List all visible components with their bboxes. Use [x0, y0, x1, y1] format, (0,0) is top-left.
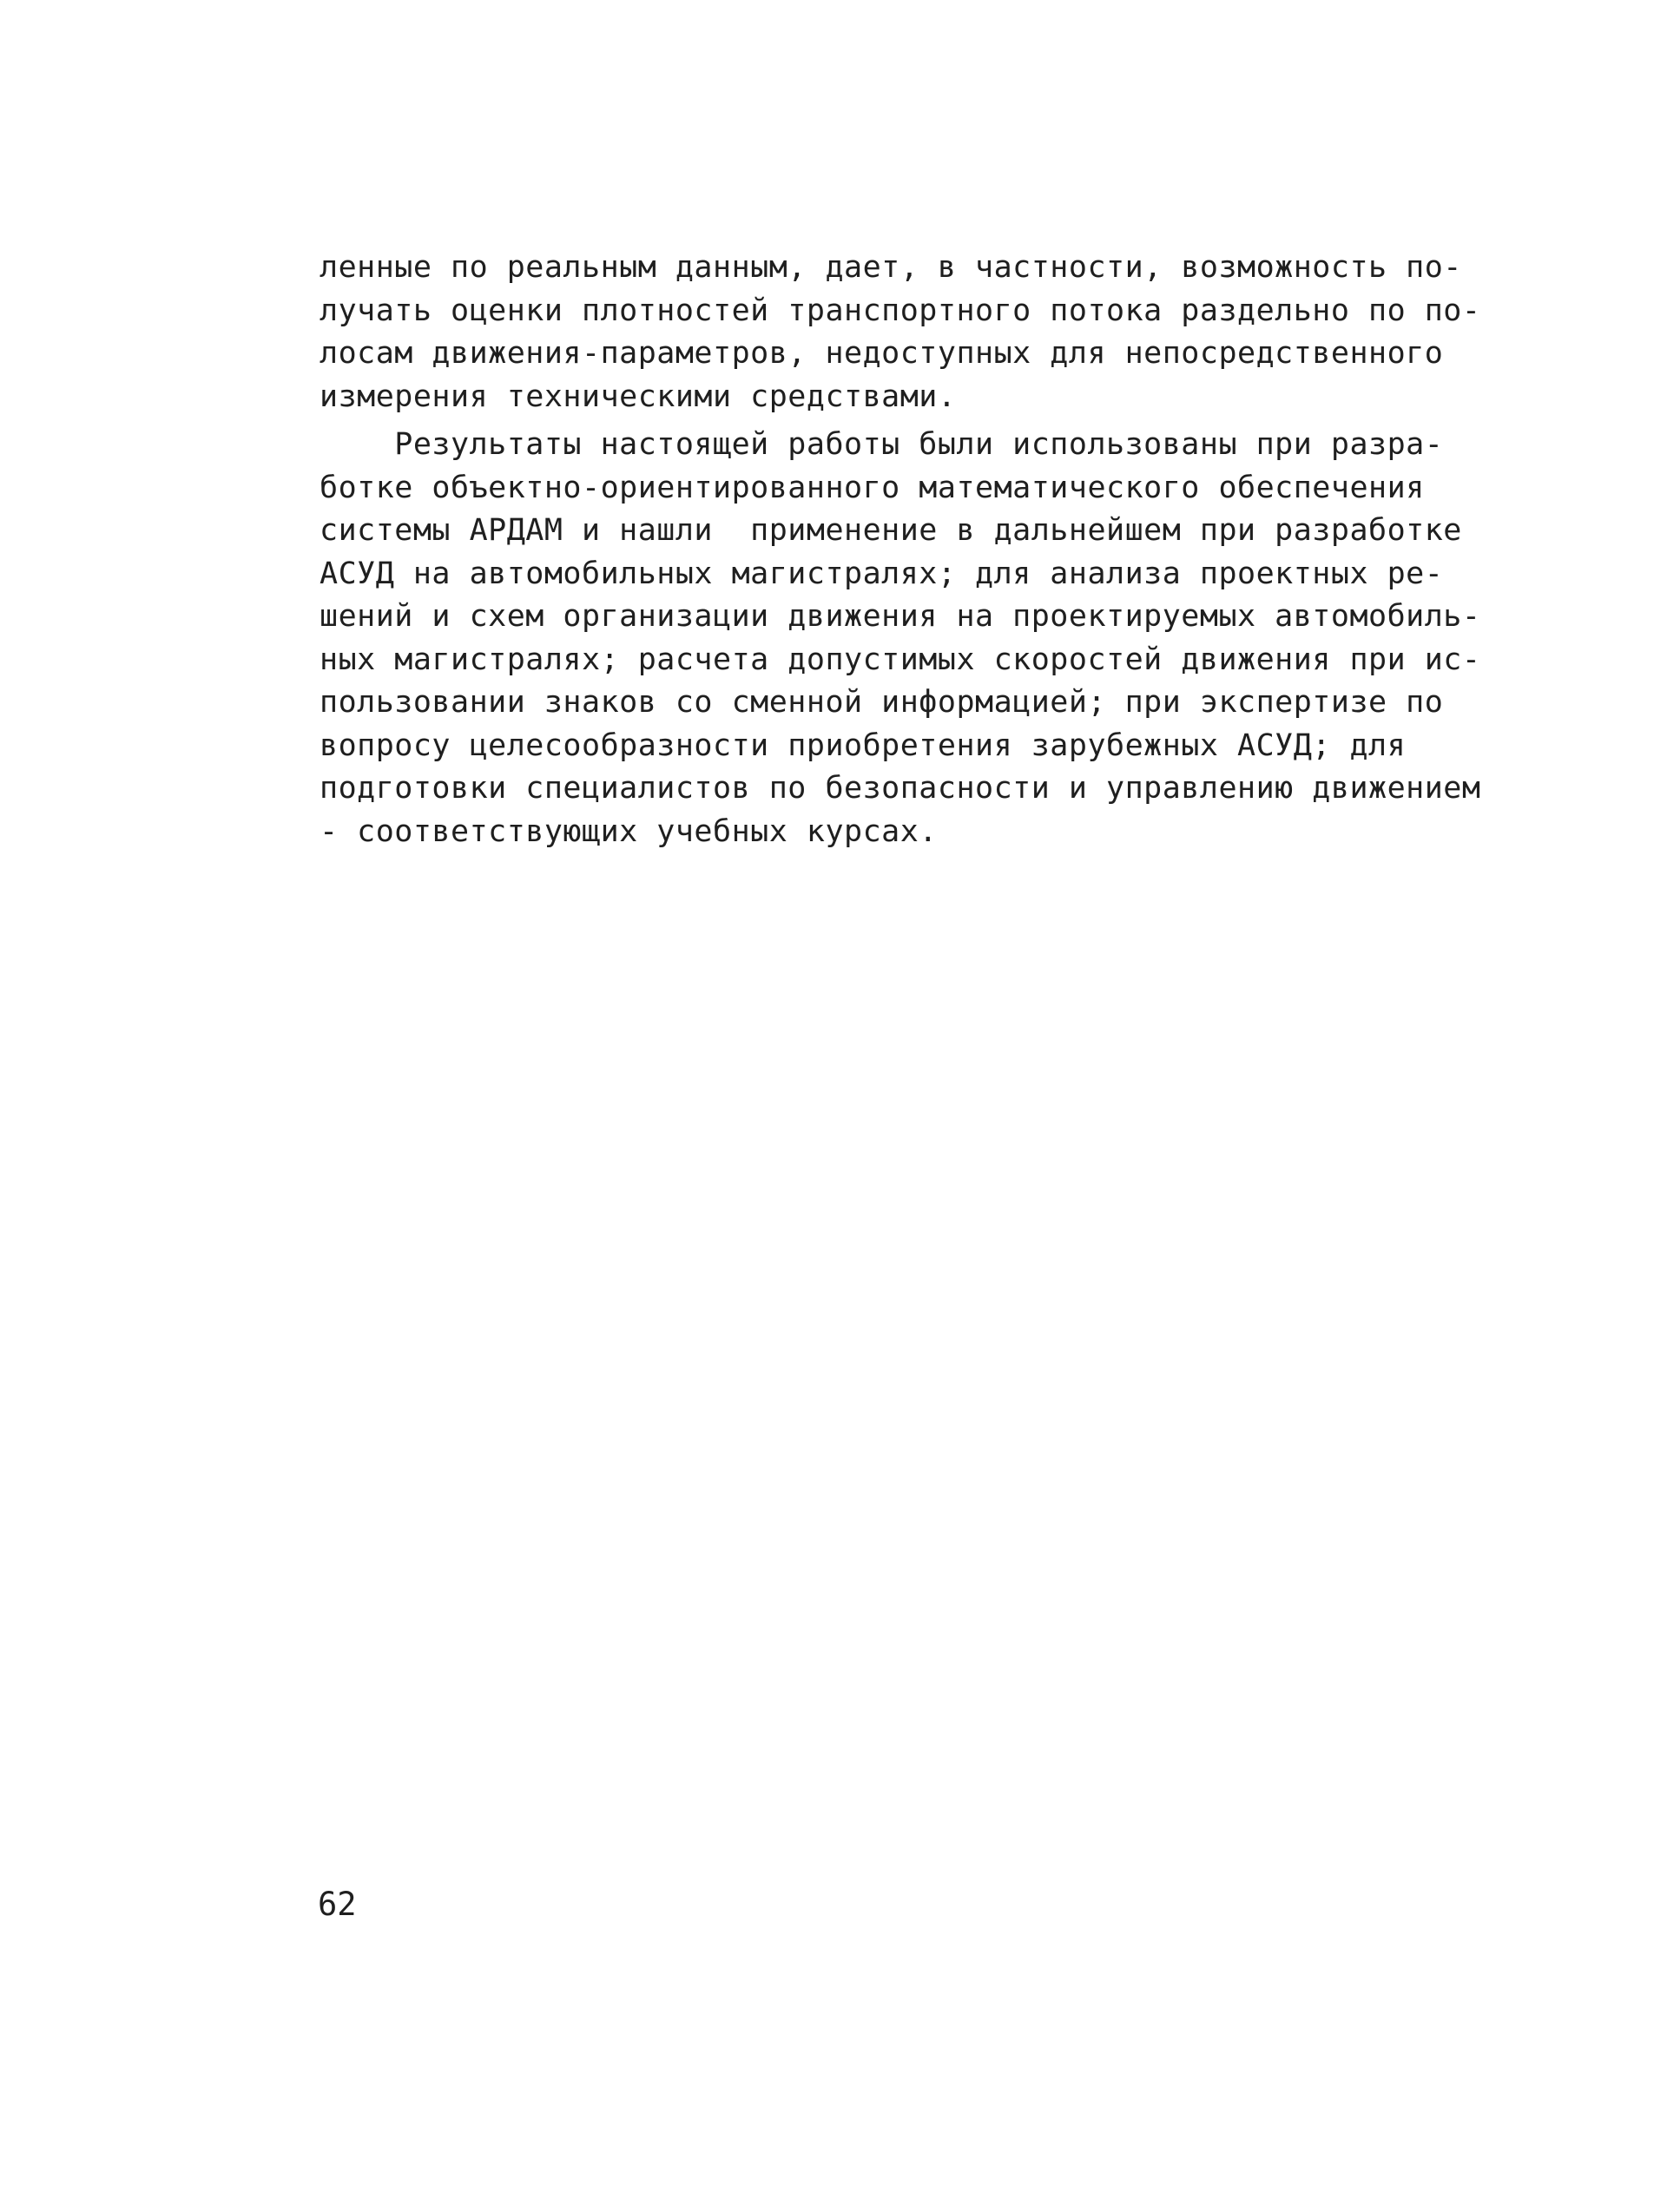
text-line: пользовании знаков со сменной информацией; при экспертизе по [320, 685, 1444, 720]
text-line: лучать оценки плотностей транспортного потока раздельно по по- [320, 293, 1481, 328]
text-line: АСУД на автомобильных магистралях; для анализа проектных ре- [320, 556, 1444, 591]
page-number: 62 [318, 1886, 357, 1923]
text-line: Результаты настоящей работы были использованы при разра- [320, 427, 1444, 462]
text-line: системы АРДАМ и нашли применение в дальнейшем при разработке [320, 513, 1462, 548]
text-line: подготовки специалистов по безопасности и управлению движением [320, 771, 1481, 806]
text-line: ных магистралях; расчета допустимых скоростей движения при ис- [320, 642, 1481, 677]
text-line: измерения техническими средствами. [320, 379, 957, 414]
text-line: лосам движения-параметров, недоступных для непосредственного [320, 336, 1444, 371]
text-line: ботке объектно-ориентированного математического обеспечения [320, 470, 1425, 505]
text-line: шений и схем организации движения на проектируемых автомобиль- [320, 599, 1481, 634]
text-line: вопросу целесообразности приобретения зарубежных АСУД; для [320, 727, 1407, 763]
text-line: ленные по реальным данным, дает, в частности, возможность по- [320, 250, 1462, 285]
text-line: - соответствующих учебных курсах. [320, 813, 938, 849]
body-text [320, 247, 1481, 853]
